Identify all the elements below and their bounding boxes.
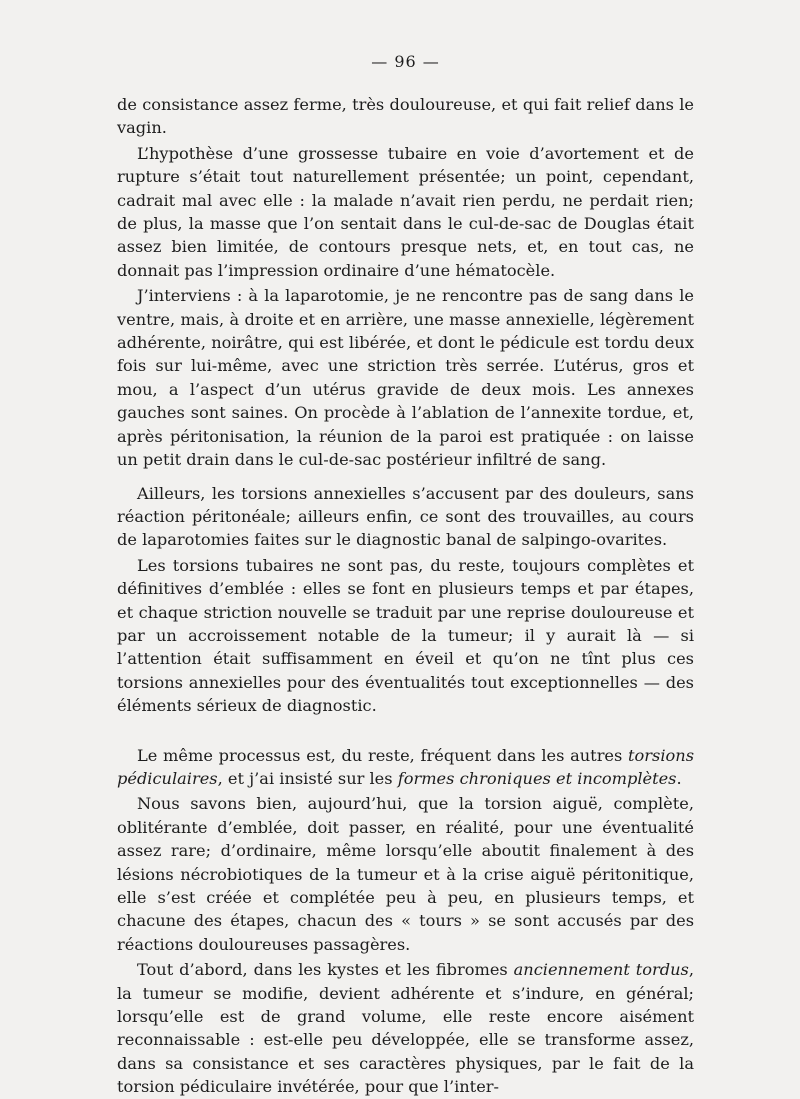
paragraph-6-text-b: , et j’ai insisté sur les	[217, 768, 398, 788]
paragraph-6-text-c: .	[676, 768, 682, 788]
paragraph-1: de consistance assez ferme, très douloureuse, et qui fait relief dans le vagin.	[117, 95, 694, 138]
paragraph-6-emphasis-b: formes chroniques et incomplètes	[397, 768, 677, 788]
paragraph-8	[117, 958, 694, 1098]
document-page	[117, 52, 694, 1099]
paragraph-6	[117, 744, 694, 791]
paragraph-6-emphasis-a: torsions pédiculaires	[117, 745, 694, 788]
paragraph-6-text-a: Le même processus est, du reste, fréquent dans les autres	[137, 745, 629, 765]
page-number: — 96 —	[371, 52, 440, 71]
paragraph-7: Nous savons bien, aujourd’hui, que la torsion aiguë, complète, oblitérante d’emblée, doit passer, en réalité, pour une éventualité assez rare; d’ordinaire, même lorsqu’elle aboutit finalement à des lésions nécrobiotiques de la tumeur et à la crise aiguë péritonitique, elle s’est créée et complétée peu à peu, en plusieurs temps, et chacune des étapes, chacun des « tours » se sont accusés par des réactions douloureuses passagères.	[117, 794, 694, 954]
paragraph-8-text-a: Tout d’abord, dans les kystes et les fibromes	[137, 960, 514, 980]
paragraph-8-emphasis: anciennement tordus	[513, 960, 689, 980]
paragraph-4: Ailleurs, les torsions annexielles s’accusent par des douleurs, sans réaction péritonéale; ailleurs enfin, ce sont des trouvailles, au cours de laparotomies faites sur le diagnostic banal de salpingo-ovarites.	[117, 483, 694, 550]
paragraph-3: J’interviens : à la laparotomie, je ne rencontre pas de sang dans le ventre, mais, à droite et en arrière, une masse annexielle, légèrement adhérente, noirâtre, qui est libérée, et dont le pédicule est tordu deux fois sur lui-même, avec une striction très serrée. L’utérus, gros et mou, a l’aspect d’un utérus gravide de deux mois. Les annexes gauches sont saines. On procède à l’ablation de l’annexite tordue, et, après péritonisation, la réunion de la paroi est pratiquée : on laisse un petit drain dans le cul-de-sac postérieur infiltré de sang.	[117, 286, 694, 470]
paragraph-5: Les torsions tubaires ne sont pas, du reste, toujours complètes et définitives d’emblée : elles se font en plusieurs temps et par étapes, et chaque striction nouvelle se traduit par une reprise douloureuse et par un accroissement notable de la tumeur; il y aurait là — si l’attention était suffisamment en éveil et qu’on ne tînt plus ces torsions annexielles pour des éventualités tout exceptionnelles — des éléments sérieux de diagnostic.	[117, 555, 694, 716]
paragraph-8-text-b: , la tumeur se modifie, devient adhérente et s’indure, en général; lorsqu’elle est de grand volume, elle reste encore aisément reconnaissable : est-elle peu développée, elle se transforme assez, dans sa consistance et ses caractères physiques, par le fait de la torsion pédiculaire invétérée, pour que l’inter-	[117, 960, 694, 1097]
paragraph-2: L’hypothèse d’une grossesse tubaire en voie d’avortement et de rupture s’était tout naturellement présentée; un point, cependant, cadrait mal avec elle : la malade n’avait rien perdu, ne perdait rien; de plus, la masse que l’on sentait dans le cul-de-sac de Douglas était assez bien limitée, de contours presque nets, et, en tout cas, ne donnait pas l’impression ordinaire d’une hématocèle.	[117, 143, 694, 280]
